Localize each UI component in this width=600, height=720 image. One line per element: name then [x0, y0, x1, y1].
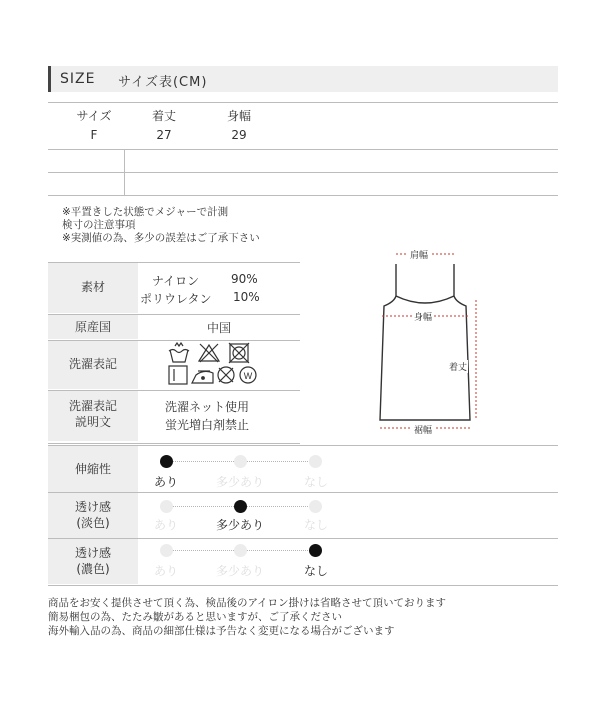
stretch-selected-dot — [160, 455, 173, 468]
camisole-diagram — [368, 248, 488, 442]
sheer-dark-sublabel: (濃色) — [76, 562, 110, 576]
table-col-divider — [124, 149, 125, 195]
spec-bottom-border — [48, 443, 300, 444]
hem-label: 裾幅 — [412, 423, 434, 436]
sheer-light-label: 透け感 — [74, 500, 111, 514]
col-header-length: 着丈 — [151, 109, 176, 123]
footer-note-2: 簡易梱包の為、たたみ皺があると思いますが、ご了承ください — [48, 611, 342, 623]
scale-dot — [160, 500, 173, 513]
sheer-dark-option-yes: あり — [153, 564, 178, 578]
scale-dot — [234, 544, 247, 557]
attributes-bottom-border — [48, 585, 558, 586]
length-label: 着丈 — [448, 360, 468, 373]
iron-low-icon — [192, 371, 213, 383]
camisole-outline — [380, 264, 470, 420]
material-1-pct: 90% — [231, 272, 258, 286]
care-desc-label-2: 説明文 — [74, 415, 111, 429]
bust-label: 身幅 — [412, 310, 434, 323]
col-header-width: 身幅 — [226, 109, 251, 123]
care-desc-2: 蛍光増白剤禁止 — [164, 418, 249, 432]
material-1-name: ナイロン — [152, 274, 200, 288]
size-chart-title: サイズ表(CM) — [118, 75, 208, 90]
sheer-light-selected-dot — [234, 500, 247, 513]
material-2-name: ポリウレタン — [140, 292, 212, 306]
line-dry-icon — [169, 366, 187, 384]
header-accent — [48, 66, 51, 92]
footer-note-3: 海外輸入品の為、商品の細部仕様は予告なく変更になる場合がございます — [48, 625, 395, 637]
hand-wash-icon — [169, 343, 189, 362]
no-tumble-dry-icon — [229, 343, 249, 363]
size-cell: F — [90, 128, 98, 142]
stretch-label: 伸縮性 — [74, 462, 111, 476]
no-dry-clean-icon — [218, 367, 234, 383]
table-bottom-border — [48, 195, 558, 196]
length-cell: 27 — [156, 128, 172, 142]
care-icons — [168, 342, 258, 386]
sheer-light-option-somewhat: 多少あり — [215, 518, 264, 532]
sheer-dark-option-no: なし — [303, 564, 328, 578]
shoulder-label: 肩幅 — [408, 248, 430, 261]
sheer-dark-option-somewhat: 多少あり — [215, 564, 264, 578]
origin-value: 中国 — [206, 321, 231, 335]
stretch-option-yes: あり — [153, 475, 178, 489]
stretch-option-somewhat: 多少あり — [215, 475, 264, 489]
scale-dot — [160, 544, 173, 557]
svg-text:W: W — [243, 371, 253, 381]
sheer-dark-selected-dot — [309, 544, 322, 557]
footer-note-1: 商品をお安く提供させて頂く為、検品後のアイロン掛けは省略させて頂いております — [48, 597, 447, 609]
col-header-size: サイズ — [76, 109, 112, 123]
measure-caution-title: 検寸の注意事項 — [62, 219, 136, 231]
care-desc-1: 洗濯ネット使用 — [164, 400, 249, 414]
measure-caution: ※実測値の為、多少の誤差はご了承下さい — [62, 232, 260, 244]
care-label: 洗濯表記 — [68, 357, 117, 371]
sheer-dark-label: 透け感 — [74, 546, 111, 560]
table-top-border — [48, 102, 558, 103]
scale-dot — [309, 455, 322, 468]
sheer-light-sublabel: (淡色) — [76, 516, 110, 530]
wet-clean-icon — [240, 367, 256, 383]
origin-label: 原産国 — [74, 320, 111, 334]
care-desc-label-1: 洗濯表記 — [68, 399, 117, 413]
sheer-light-option-no: なし — [303, 518, 328, 532]
material-2-pct: 10% — [233, 290, 260, 304]
no-bleach-icon — [199, 344, 219, 362]
width-cell: 29 — [231, 128, 247, 142]
material-label: 素材 — [80, 280, 105, 294]
measure-lines — [380, 254, 476, 428]
size-label: SIZE — [60, 71, 96, 87]
scale-dot — [234, 455, 247, 468]
scale-dot — [309, 500, 322, 513]
stretch-option-no: なし — [303, 475, 328, 489]
measure-note: ※平置きした状態でメジャーで計測 — [62, 206, 229, 218]
sheer-light-option-yes: あり — [153, 518, 178, 532]
